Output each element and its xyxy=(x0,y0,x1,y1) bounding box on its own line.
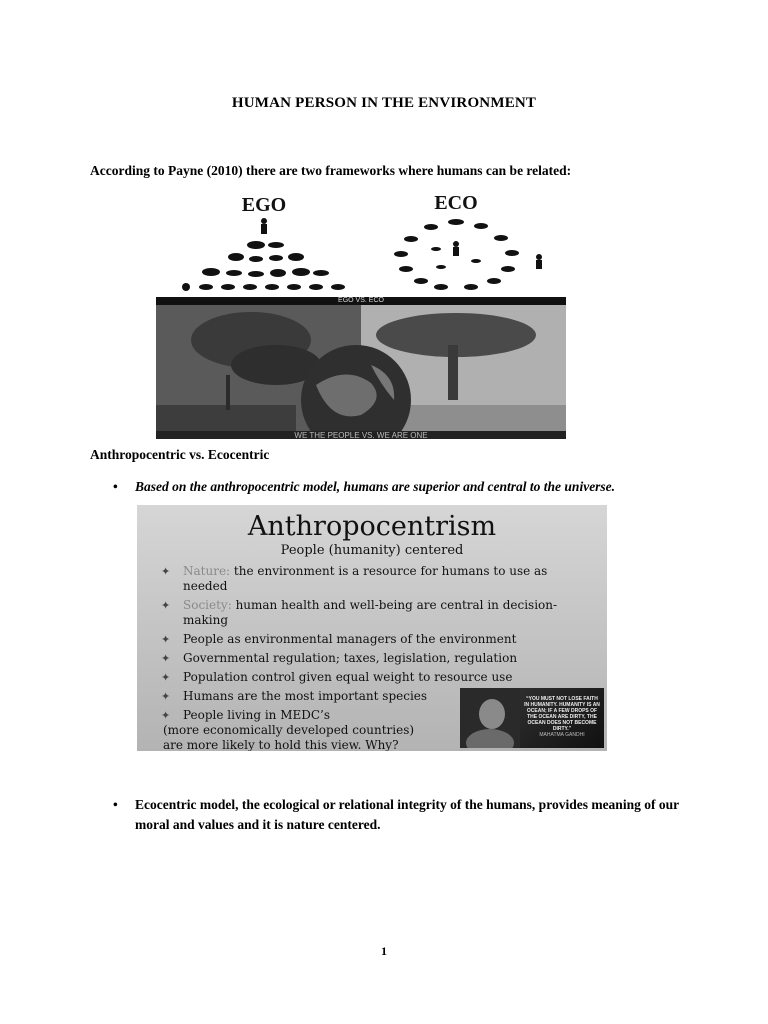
slide-subtitle: People (humanity) centered xyxy=(280,543,464,558)
slide-item-text: People living in MEDC’s xyxy=(183,708,331,722)
page-number: 1 xyxy=(381,944,387,958)
bullet-marker: • xyxy=(113,797,118,812)
slide-item-text: the environment is a resource for humans to use as xyxy=(230,564,548,578)
slide-item-text: Humans are the most important species xyxy=(183,689,428,703)
star-icon: ✦ xyxy=(161,709,171,722)
quote-text: “YOU MUST NOT LOSE FAITH IN HUMANITY. HUMANITY IS AN OCEAN; IF A FEW DROPS OF THE OCEAN ARE DIRTY, THE OCEAN DOES NOT BECOME DIRTY.” xyxy=(524,696,600,732)
slide-item-continuation: making xyxy=(183,613,229,627)
earth-photo-caption: WE THE PEOPLE VS. WE ARE ONE xyxy=(156,431,566,439)
slide-item-text: Governmental regulation; taxes, legislation, regulation xyxy=(183,651,518,665)
quote-author: MAHATMA GANDHI xyxy=(539,732,585,738)
slide-item-continuation: needed xyxy=(183,579,228,593)
eco-label: ECO xyxy=(434,192,478,214)
eco-circle-icon xyxy=(394,219,542,290)
anthropocentrism-slide xyxy=(137,505,607,751)
star-icon: ✦ xyxy=(161,652,171,665)
ego-vs-eco-image xyxy=(156,189,566,439)
gandhi-quote-image xyxy=(460,688,604,748)
page-title: HUMAN PERSON IN THE ENVIRONMENT xyxy=(231,95,537,111)
earth-illustration xyxy=(156,305,566,439)
portrait-icon xyxy=(460,688,520,748)
section-heading: Anthropocentric vs. Ecocentric xyxy=(90,447,270,462)
bullet-ecocentric-text: Ecocentric model, the ecological or relational integrity of the humans, provides meaning of our moral and values and it is nature centered. xyxy=(135,797,679,832)
star-icon: ✦ xyxy=(161,633,171,646)
bullet-ecocentric xyxy=(113,795,713,832)
slide-item-text: human health and well-being are central in decision- xyxy=(231,598,558,612)
slide-item xyxy=(157,632,597,647)
star-icon: ✦ xyxy=(161,599,171,612)
earth-photo xyxy=(156,305,566,439)
star-icon: ✦ xyxy=(161,565,171,578)
slide-item-keyword: Society: xyxy=(183,598,232,612)
slide-item-text: Population control given equal weight to resource use xyxy=(183,670,513,684)
slide-item xyxy=(157,598,597,628)
bullet-marker: • xyxy=(113,479,118,494)
bullet-anthropocentric xyxy=(113,479,615,495)
slide-item xyxy=(157,564,597,594)
star-icon: ✦ xyxy=(161,671,171,684)
intro-paragraph: According to Payne (2010) there are two frameworks where humans can be related: xyxy=(90,163,572,178)
ego-pyramid-icon xyxy=(182,218,345,291)
slide-title: Anthropocentrism xyxy=(247,511,497,542)
bullet-anthropocentric-text: Based on the anthropocentric model, humans are superior and central to the universe. xyxy=(135,479,616,494)
ego-label: EGO xyxy=(241,194,287,216)
slide-item xyxy=(157,651,597,666)
ego-eco-diagram xyxy=(156,189,566,297)
slide-item xyxy=(157,670,597,685)
slide-item-text: People as environmental managers of the environment xyxy=(183,632,517,646)
slide-item-tail: are more likely to hold this view. Why? xyxy=(163,738,399,751)
star-icon: ✦ xyxy=(161,690,171,703)
ego-vs-eco-band: EGO VS. ECO xyxy=(156,297,566,305)
slide-item-keyword: Nature: xyxy=(183,564,231,578)
slide-item-tail: (more economically developed countries) xyxy=(163,723,415,737)
